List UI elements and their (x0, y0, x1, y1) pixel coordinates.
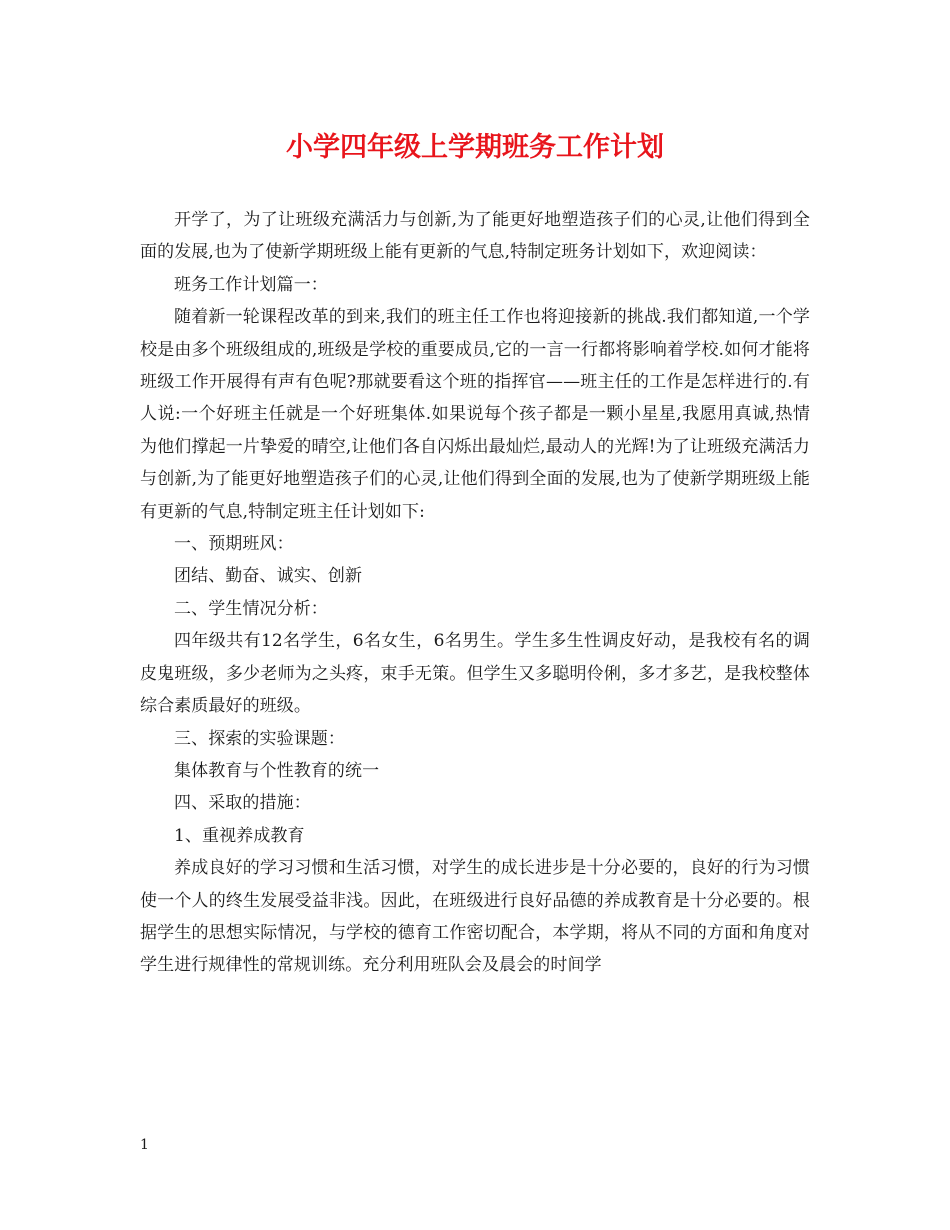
paragraph-research-topic: 集体教育与个性教育的统一 (174, 760, 380, 781)
document-body (140, 204, 810, 982)
paragraph-section-heading: 班务工作计划篇一： (174, 274, 328, 295)
paragraph-habit-education: 养成良好的学习习惯和生活习惯，对学生的成长进步是十分必要的，良好的行为习惯使一个人的终生发展受益非浅。因此，在班级进行良好品德的养成教育是十分必要的。根据学生的思想实际情况，与学校的德育工作密切配合，本学期，将从不同的方面和角度对学生进行规律性的常规训练。充分利用班队会及晨会的时间学 (140, 858, 810, 976)
heading-class-style: 一、预期班风： (174, 534, 294, 555)
paragraph-intro: 开学了，为了让班级充满活力与创新,为了能更好地塑造孩子们的心灵,让他们得到全面的发展,也为了使新学期班级上能有更新的气息,特制定班务计划如下，欢迎阅读： (140, 210, 810, 263)
document-title: 小学四年级上学期班务工作计划 (286, 132, 664, 163)
heading-research-topic: 三、探索的实验课题： (174, 728, 345, 749)
page-number: 1 (140, 1137, 149, 1153)
heading-habit-education: 1、重视养成教育 (174, 825, 305, 846)
heading-measures: 四、采取的措施： (174, 793, 311, 814)
paragraph-class-style: 团结、勤奋、诚实、创新 (174, 566, 363, 587)
heading-student-analysis: 二、学生情况分析： (174, 598, 328, 619)
paragraph-student-analysis: 四年级共有12名学生，6名女生，6名男生。学生多生性调皮好动，是我校有名的调皮鬼班级，多少老师为之头疼，束手无策。但学生又多聪明伶俐，多才多艺，是我校整体综合素质最好的班级。 (140, 631, 810, 717)
paragraph-background: 随着新一轮课程改革的到来,我们的班主任工作也将迎接新的挑战.我们都知道,一个学校是由多个班级组成的,班级是学校的重要成员,它的一言一行都将影响着学校.如何才能将班级工作开展得有声有色呢?那就要看这个班的指挥官——班主任的工作是怎样进行的.有人说:一个好班主任就是一个好班集体.如果说每个孩子都是一颗小星星,我愿用真诚,热情为他们撑起一片挚爱的晴空,让他们各自闪烁出最灿烂,最动人的光辉!为了让班级充满活力与创新,为了能更好地塑造孩子们的心灵,让他们得到全面的发展,也为了使新学期班级上能有更新的气息,特制定班主任计划如下: (140, 307, 810, 522)
